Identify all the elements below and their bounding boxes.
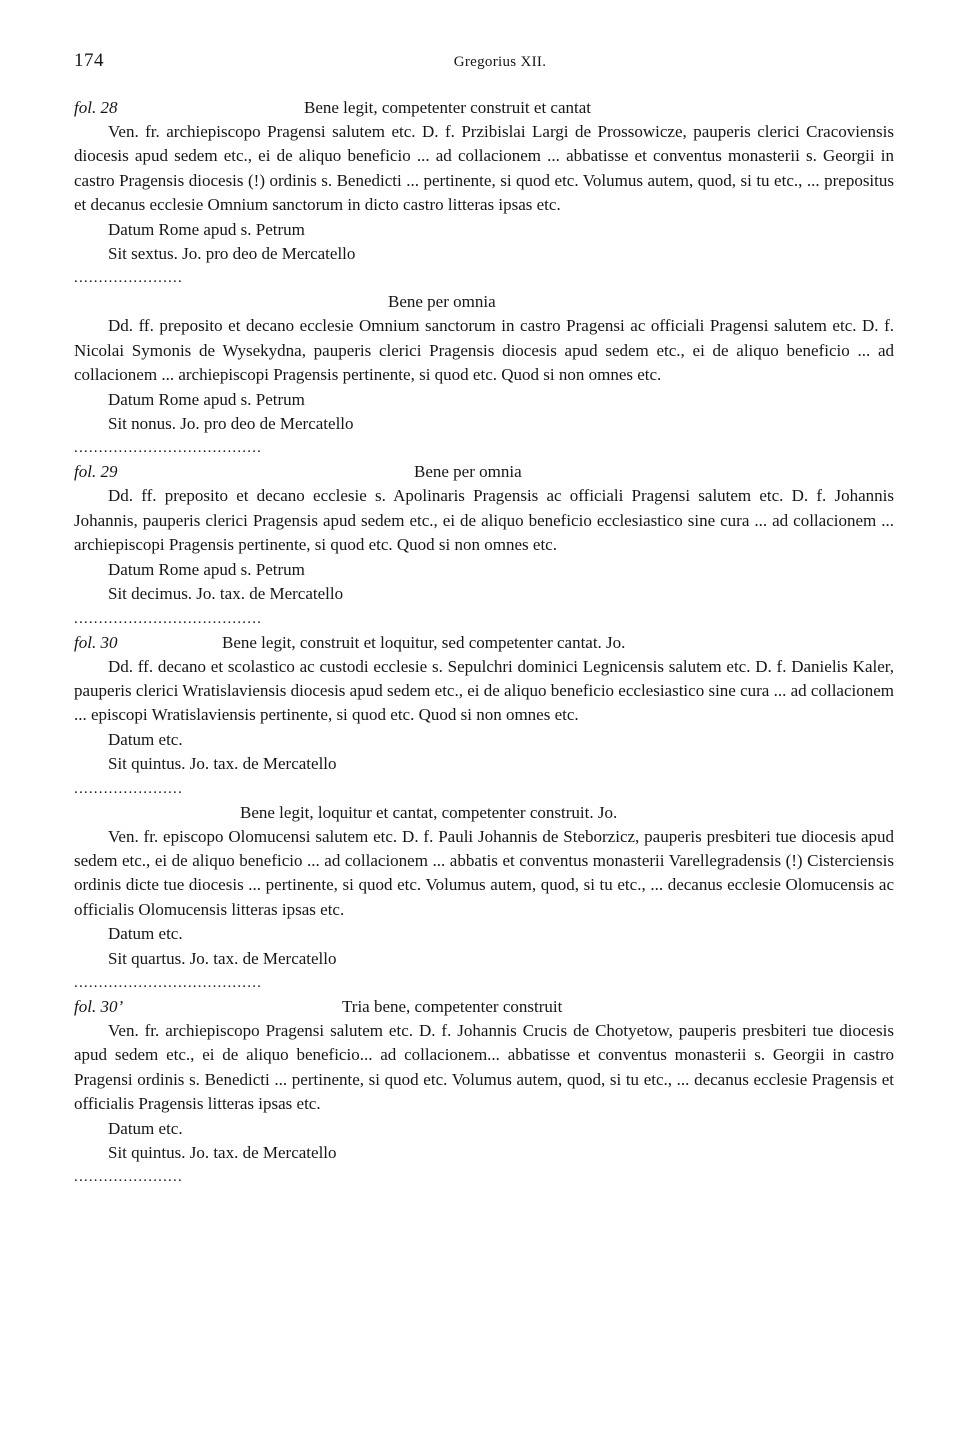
separator-dots: ...................................... bbox=[74, 974, 263, 991]
entry-text: Ven. fr. episcopo Olomucensi salutem etc. D. f. Pauli Johannis de Steborzicz, pauperis presbiteri tue diocesis apud sedem etc., ei de aliquo beneficio ... ad collacionem ... abbatis et conventus monasterii Varellegradensis (!) Cisterciensis ordinis dicte tue diocesis ... pertinente, si quod etc. Volumus autem, quod, si tu etc., ... decanus ecclesie Olomucensis ac officialis Olomucensis litteras ipsas etc. bbox=[74, 826, 894, 919]
sit-line: Sit sextus. Jo. pro deo de Mercatello bbox=[108, 244, 356, 264]
datum-line: Datum etc. bbox=[108, 1118, 183, 1138]
examination-note: Bene legit, construit et loquitur, sed competenter cantat. Jo. bbox=[222, 632, 626, 652]
entry-text: Dd. ff. preposito et decano ecclesie Omnium sanctorum in castro Pragensi ac officiali Pragensi salutem etc. D. f. Nicolai Symonis de Wysekydna, pauperis clerici Pragensis diocesis apud sedem etc., ei de aliquo beneficio ... ad collacionem ... archiepiscopi Pragensis pertinente, si quod etc. Quod si non omnes etc. bbox=[74, 316, 894, 385]
examination-note: Bene per omnia bbox=[414, 462, 522, 482]
separator-dots: ...................... bbox=[74, 1169, 183, 1186]
folio-label: fol. 29 bbox=[74, 462, 118, 482]
entry-heading bbox=[74, 460, 894, 484]
sit-line: Sit nonus. Jo. pro deo de Mercatello bbox=[108, 414, 354, 434]
page-header bbox=[74, 0, 894, 96]
sit-line: Sit quintus. Jo. tax. de Mercatello bbox=[108, 1143, 337, 1162]
page-number: 174 bbox=[74, 50, 104, 71]
datum-line: Datum etc. bbox=[108, 729, 183, 749]
entry-heading bbox=[74, 801, 894, 825]
entries bbox=[74, 96, 894, 1189]
entry-heading bbox=[74, 96, 894, 120]
sit-line: Sit decimus. Jo. tax. de Mercatello bbox=[108, 584, 344, 604]
entry bbox=[74, 460, 894, 630]
entry-text: Dd. ff. preposito et decano ecclesie s. Apolinaris Pragensis ac officiali Pragensi salutem etc. D. f. Johannis Johannis, pauperis clerici Pragensis apud sedem etc., ei de aliquo beneficio ecclesiastico sine cura ... ad collacionem ... archiepiscopi Pragensis pertinente, si quod etc. Quod si non omnes etc. bbox=[74, 486, 894, 555]
examination-note: Tria bene, competenter construit bbox=[342, 996, 563, 1016]
examination-note: Bene legit, loquitur et cantat, competenter construit. Jo. bbox=[240, 802, 618, 822]
sit-line: Sit quintus. Jo. tax. de Mercatello bbox=[108, 754, 337, 774]
entry bbox=[74, 290, 894, 460]
entry-text: Ven. fr. archiepiscopo Pragensi salutem etc. D. f. Przibislai Largi de Prossowicze, pauperis clerici Cracoviensis diocesis apud sedem etc., ei de aliquo beneficio ... ad collacionem ... abbatisse et conventus monasterii s. Georgii in castro Pragensis diocesis (!) ordinis s. Benedicti ... pertinente, si quod etc. Volumus autem, quod, si tu etc., ... prepositus et decanus ecclesie Omnium sanctorum in dicto castro litteras ipsas etc. bbox=[74, 122, 894, 215]
folio-label: fol. 30’ bbox=[74, 996, 124, 1016]
entry-heading bbox=[74, 995, 894, 1019]
entry-heading bbox=[74, 631, 894, 655]
entry-text: Ven. fr. archiepiscopo Pragensi salutem etc. D. f. Johannis Crucis de Chotyetow, pauperis presbiteri tue diocesis apud sedem etc., ei de aliquo beneficio... ad collacionem... abbatisse et conventus monasterii s. Georgii in castro Pragensi ordinis s. Benedicti ... pertinente, si quod etc. Volumus autem, quod, si tu etc., ... decanus ecclesie Pragensis et officialis Pragensis litteras ipsas etc. bbox=[74, 1020, 894, 1114]
entry-heading bbox=[74, 290, 894, 314]
entry bbox=[74, 801, 894, 995]
examination-note: Bene per omnia bbox=[388, 292, 496, 312]
separator-dots: ...................... bbox=[74, 780, 183, 797]
folio-label: fol. 28 bbox=[74, 98, 118, 117]
folio-label: fol. 30 bbox=[74, 632, 118, 652]
datum-line: Datum Rome apud s. Petrum bbox=[108, 219, 305, 239]
entry bbox=[74, 96, 894, 290]
entry bbox=[74, 995, 894, 1189]
entry-text: Dd. ff. decano et scolastico ac custodi ecclesie s. Sepulchri dominici Legnicensis salutem etc. D. f. Danielis Kaler, pauperis clerici Wratislaviensis diocesis apud sedem etc., ei de aliquo beneficio ecclesiastico sine cura ... ad collacionem ... episcopi Wratislaviensis pertinente, si quod etc. Quod si non omnes etc. bbox=[74, 656, 894, 725]
separator-dots: ...................... bbox=[74, 270, 183, 287]
running-head: Gregorius XII. bbox=[453, 54, 547, 70]
document-page bbox=[74, 0, 894, 1444]
datum-line: Datum etc. bbox=[108, 924, 183, 944]
datum-line: Datum Rome apud s. Petrum bbox=[108, 559, 305, 579]
entry bbox=[74, 631, 894, 801]
separator-dots: ...................................... bbox=[74, 440, 263, 457]
examination-note: Bene legit, competenter construit et cantat bbox=[304, 98, 591, 117]
datum-line: Datum Rome apud s. Petrum bbox=[108, 389, 305, 409]
separator-dots: ...................................... bbox=[74, 610, 263, 627]
sit-line: Sit quartus. Jo. tax. de Mercatello bbox=[108, 948, 337, 968]
